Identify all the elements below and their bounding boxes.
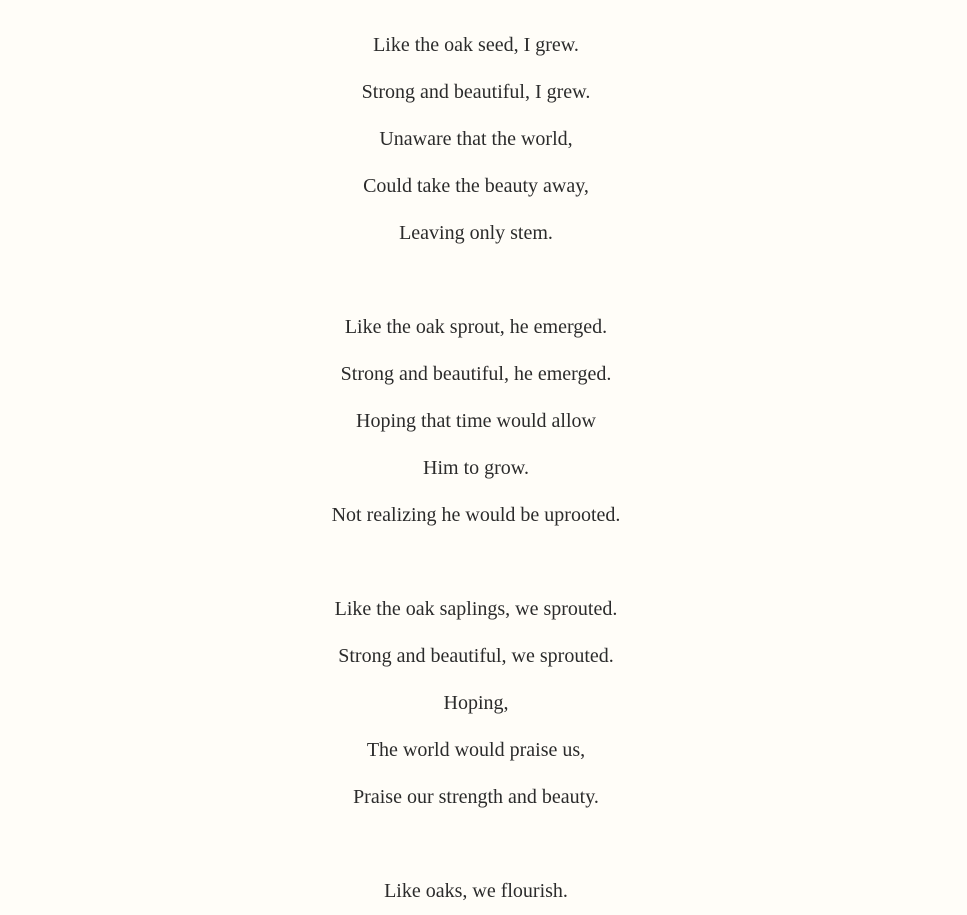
poem-line: Like the oak saplings, we sprouted. bbox=[334, 598, 618, 620]
poem-line: Strong and beautiful, he emerged. bbox=[340, 363, 612, 385]
stanza-4 bbox=[0, 868, 952, 915]
poem-line: Hoping that time would allow bbox=[356, 410, 596, 432]
poem-line: Strong and beautiful, we sprouted. bbox=[338, 645, 614, 667]
poem-line: Could take the beauty away, bbox=[363, 175, 589, 197]
poem-line: Leaving only stem. bbox=[399, 222, 553, 244]
stanza-3 bbox=[0, 586, 952, 821]
poem-line: Not realizing he would be uprooted. bbox=[331, 504, 621, 526]
poem-line: Hoping, bbox=[443, 692, 509, 714]
poem-line: Unaware that the world, bbox=[379, 128, 573, 150]
poem-line: Strong and beautiful, I grew. bbox=[361, 81, 591, 103]
stanza-divider bbox=[0, 257, 952, 304]
stanza-1 bbox=[0, 22, 952, 257]
stanza-divider bbox=[0, 539, 952, 586]
top-spacer bbox=[0, 0, 952, 22]
poem-line: Like oaks, we flourish. bbox=[384, 880, 568, 902]
poem-line: Like the oak sprout, he emerged. bbox=[344, 316, 608, 338]
stanza-divider bbox=[0, 821, 952, 868]
poem-line: Like the oak seed, I grew. bbox=[373, 34, 579, 56]
poem-line: Praise our strength and beauty. bbox=[353, 786, 599, 808]
poem-line: Him to grow. bbox=[423, 457, 529, 479]
stanza-2 bbox=[0, 304, 952, 539]
poem-line: The world would praise us, bbox=[366, 739, 586, 761]
